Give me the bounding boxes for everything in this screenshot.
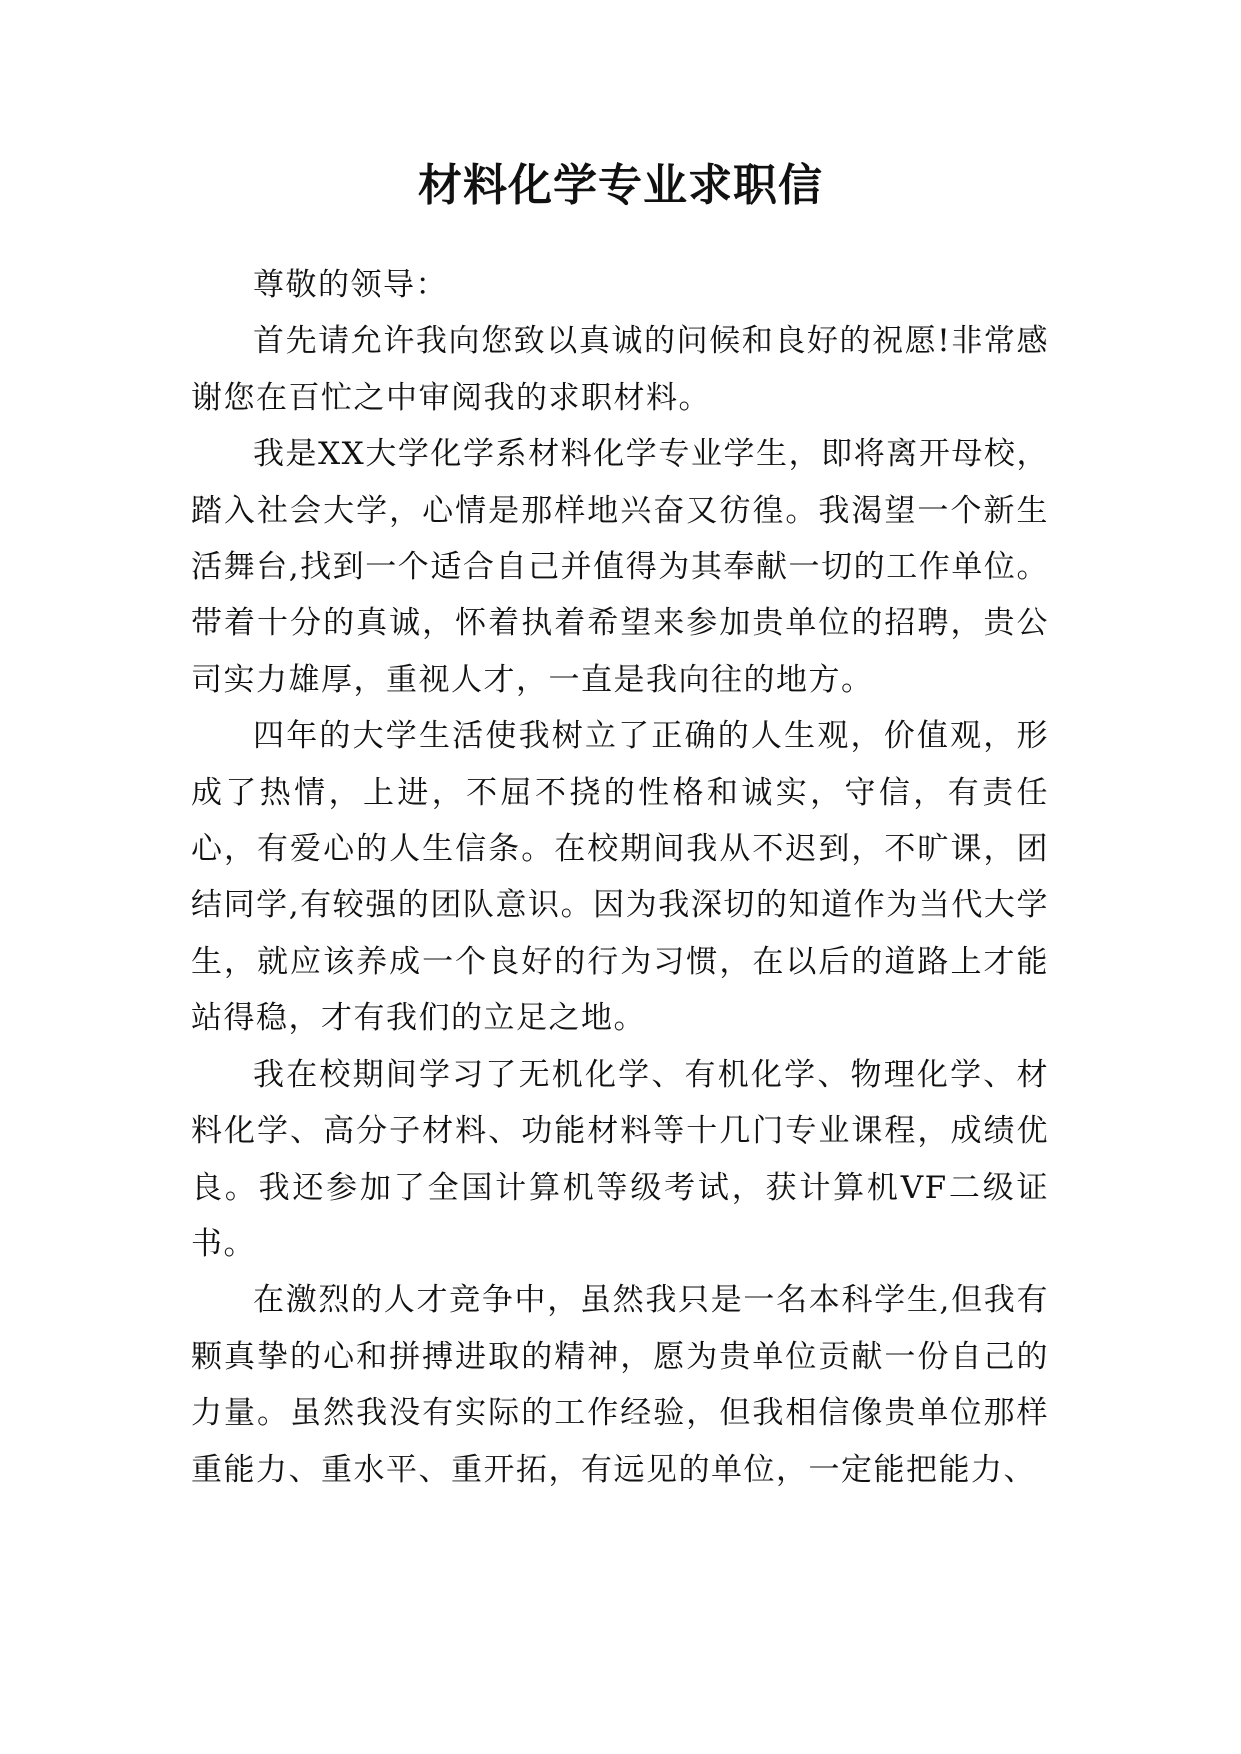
paragraph-studies: 我在校期间学习了无机化学、有机化学、物理化学、材料化学、高分子材料、功能材料等十几门专业课程，成绩优良。我还参加了全国计算机等级考试，获计算机VF二级证书。 <box>191 1056 1049 1262</box>
paragraph-greeting: 首先请允许我向您致以真诚的问候和良好的祝愿!非常感谢您在百忙之中审阅我的求职材料。 <box>191 323 1049 416</box>
paragraph-aspiration: 在激烈的人才竞争中，虽然我只是一名本科学生,但我有颗真挚的心和拼搏进取的精神，愿为贵单位贡献一份自己的力量。虽然我没有实际的工作经验，但我相信像贵单位那样重能力、重水平、重开拓，有远见的单位，一定能把能力、 <box>191 1282 1049 1488</box>
letter-body <box>191 257 1049 1498</box>
paragraph-character: 四年的大学生活使我树立了正确的人生观，价值观，形成了热情，上进，不屈不挠的性格和诚实，守信，有责任心，有爱心的人生信条。在校期间我从不迟到，不旷课，团结同学,有较强的团队意识。因为我深切的知道作为当代大学生，就应该养成一个良好的行为习惯，在以后的道路上才能站得稳，才有我们的立足之地。 <box>191 718 1049 1037</box>
paragraph-introduction: 我是XX大学化学系材料化学专业学生，即将离开母校，踏入社会大学，心情是那样地兴奋又彷徨。我渴望一个新生活舞台,找到一个适合自己并值得为其奉献一切的工作单位。带着十分的真诚，怀着执着希望来参加贵单位的招聘，贵公司实力雄厚，重视人才，一直是我向往的地方。 <box>191 436 1049 698</box>
document-title: 材料化学专业求职信 <box>418 160 823 211</box>
salutation: 尊敬的领导： <box>253 267 448 303</box>
